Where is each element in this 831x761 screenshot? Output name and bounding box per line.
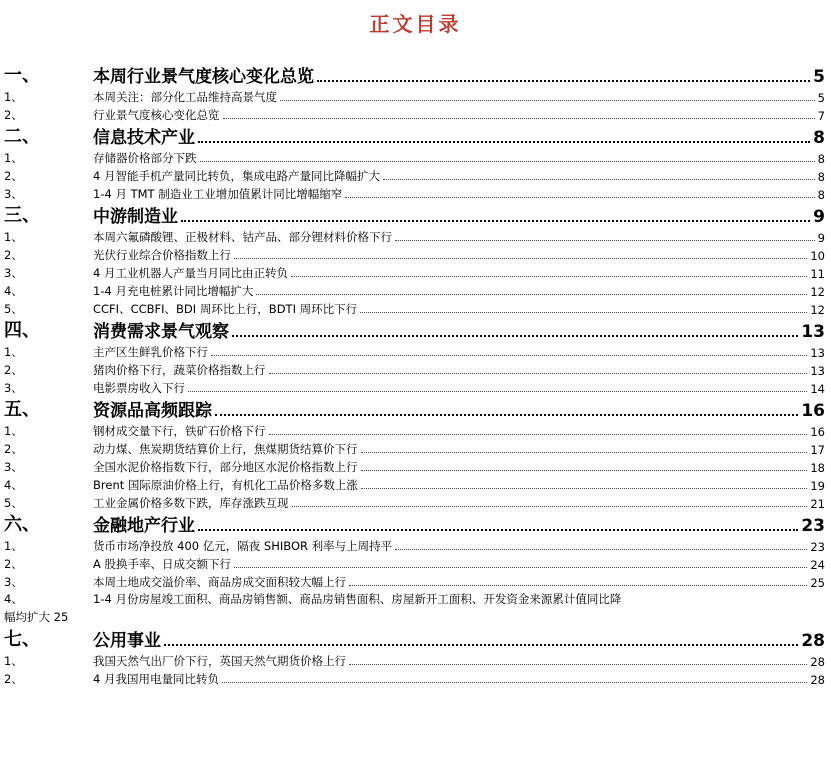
page-number: 23 — [801, 516, 825, 536]
toc-title: 光伏行业综合价格指数上行 — [93, 248, 231, 262]
dot-leader — [360, 311, 807, 313]
page-number: 12 — [810, 285, 825, 299]
page-number: 14 — [810, 382, 825, 396]
toc-item[interactable] — [4, 263, 825, 281]
toc-item[interactable] — [4, 360, 825, 378]
dot-leader — [234, 566, 807, 568]
dot-leader — [215, 413, 798, 416]
dot-leader — [395, 548, 807, 550]
toc-section[interactable] — [4, 62, 825, 87]
toc-number: 1、 — [4, 654, 23, 668]
toc-number: 1、 — [4, 345, 23, 359]
toc-number: 1、 — [4, 539, 23, 553]
page-number: 8 — [813, 128, 825, 148]
toc-number: 5、 — [4, 496, 23, 510]
toc-item-wrapped[interactable] — [4, 590, 825, 626]
toc-number: 4、 — [4, 592, 23, 606]
dot-leader — [200, 160, 815, 162]
toc-item[interactable] — [4, 572, 825, 590]
page-number: 8 — [817, 152, 825, 166]
toc-item[interactable] — [4, 148, 825, 166]
page-number: 13 — [810, 364, 825, 378]
toc-number: 3、 — [4, 266, 23, 280]
toc-item[interactable] — [4, 227, 825, 245]
dot-leader — [198, 528, 798, 531]
page-number: 21 — [810, 497, 825, 511]
dot-leader — [349, 663, 807, 665]
page-number: 25 — [53, 610, 69, 624]
toc-title: Brent 国际原油价格上行，有机化工品价格多数上涨 — [93, 478, 358, 492]
toc-title: 我国天然气出厂价下行，英国天然气期货价格上行 — [93, 654, 346, 668]
toc-title: 本周土地成交溢价率、商品房成交面积较大幅上行 — [93, 575, 346, 589]
dot-leader — [181, 219, 810, 222]
dot-leader — [188, 390, 807, 392]
toc-item[interactable] — [4, 342, 825, 360]
page-number: 18 — [810, 461, 825, 475]
toc-title: 资源品高频跟踪 — [93, 401, 212, 421]
toc-number: 六、 — [4, 514, 40, 535]
dot-leader — [164, 643, 798, 646]
page-number: 11 — [810, 267, 825, 281]
toc-item[interactable] — [4, 669, 825, 687]
toc-title: 货币市场净投放 400 亿元，隔夜 SHIBOR 利率与上周持平 — [93, 539, 393, 553]
toc-item[interactable] — [4, 378, 825, 396]
toc-number: 七、 — [4, 629, 40, 650]
toc-item[interactable] — [4, 457, 825, 475]
page-number: 19 — [810, 479, 825, 493]
page-number: 10 — [810, 249, 825, 263]
toc-title: 猪肉价格下行，蔬菜价格指数上行 — [93, 363, 266, 377]
page-number: 25 — [810, 576, 825, 590]
toc-title: 存储器价格部分下跌 — [93, 151, 197, 165]
page-number: 8 — [817, 170, 825, 184]
toc-number: 2、 — [4, 442, 23, 456]
toc-item[interactable] — [4, 421, 825, 439]
toc-number: 1、 — [4, 151, 23, 165]
page-number: 16 — [810, 425, 825, 439]
toc-number: 2、 — [4, 363, 23, 377]
toc-title-line1: 1-4 月份房屋竣工面积、商品房销售额、商品房销售面积、房屋新开工面积、开发资金来源累计值同比降 — [93, 592, 622, 606]
dot-leader — [256, 293, 807, 295]
dot-leader — [361, 469, 808, 471]
toc-number: 一、 — [4, 65, 40, 86]
toc-title: 全国水泥价格指数下行，部分地区水泥价格指数上行 — [93, 460, 358, 474]
toc-number: 2、 — [4, 108, 23, 122]
page-number: 5 — [813, 67, 825, 87]
dot-leader — [349, 584, 807, 586]
dot-leader — [234, 257, 807, 259]
toc-title: 中游制造业 — [93, 207, 178, 227]
toc-title: 主产区生鲜乳价格下行 — [93, 345, 208, 359]
toc-number: 五、 — [4, 399, 40, 420]
dot-leader — [222, 681, 807, 683]
toc-title: 4 月工业机器人产量当月同比由正转负 — [93, 266, 288, 280]
page-number: 16 — [801, 401, 825, 421]
toc-title: 金融地产行业 — [93, 516, 195, 536]
toc-number: 3、 — [4, 381, 23, 395]
dot-leader — [317, 79, 810, 82]
toc-item[interactable] — [4, 536, 825, 554]
dot-leader — [232, 334, 798, 337]
page-number: 13 — [810, 346, 825, 360]
toc-title: 1-4 月 TMT 制造业工业增加值累计同比增幅缩窄 — [93, 187, 343, 201]
page-number: 28 — [810, 673, 825, 687]
page-number: 23 — [810, 540, 825, 554]
dot-leader — [291, 275, 807, 277]
toc-title: 信息技术产业 — [93, 128, 195, 148]
toc-section[interactable] — [4, 626, 825, 651]
page-number: 9 — [817, 231, 825, 245]
dot-leader — [269, 372, 808, 374]
dot-leader — [280, 99, 815, 101]
toc-section[interactable] — [4, 123, 825, 148]
dot-leader — [361, 451, 808, 453]
dot-leader — [292, 505, 808, 507]
toc-number: 二、 — [4, 126, 40, 147]
toc-section[interactable] — [4, 202, 825, 227]
page-number: 24 — [810, 558, 825, 572]
toc-title: 本周关注：部分化工品维持高景气度 — [93, 90, 277, 104]
toc-title-line2: 幅均扩大 — [4, 610, 50, 624]
toc-title: 钢材成交量下行，铁矿石价格下行 — [93, 424, 266, 438]
toc-item[interactable] — [4, 105, 825, 123]
table-of-contents — [4, 62, 825, 687]
toc-number: 4、 — [4, 478, 23, 492]
toc-title: 本周行业景气度核心变化总览 — [93, 67, 314, 87]
page-number: 28 — [801, 631, 825, 651]
toc-title: 1-4 月充电桩累计同比增幅扩大 — [93, 284, 254, 298]
dot-leader — [383, 178, 815, 180]
toc-number: 1、 — [4, 230, 23, 244]
toc-number: 3、 — [4, 575, 23, 589]
toc-number: 1、 — [4, 424, 23, 438]
toc-item[interactable] — [4, 87, 825, 105]
dot-leader — [345, 196, 814, 198]
toc-number: 3、 — [4, 460, 23, 474]
toc-item[interactable] — [4, 281, 825, 299]
toc-item[interactable] — [4, 166, 825, 184]
toc-item[interactable] — [4, 245, 825, 263]
toc-title: 行业景气度核心变化总览 — [93, 108, 220, 122]
dot-leader — [269, 433, 808, 435]
toc-number: 三、 — [4, 205, 40, 226]
dot-leader — [361, 487, 807, 489]
toc-number: 4、 — [4, 284, 23, 298]
toc-title: 消费需求景气观察 — [93, 322, 229, 342]
toc-number: 3、 — [4, 187, 23, 201]
toc-title: 4 月智能手机产量同比转负，集成电路产量同比降幅扩大 — [93, 169, 380, 183]
dot-leader — [211, 354, 807, 356]
toc-number: 2、 — [4, 248, 23, 262]
dot-leader — [223, 117, 815, 119]
page-number: 8 — [817, 188, 825, 202]
toc-title: 本周六氟磷酸锂、正极材料、钴产品、部分锂材料价格下行 — [93, 230, 392, 244]
toc-item[interactable] — [4, 184, 825, 202]
toc-item[interactable] — [4, 493, 825, 511]
toc-item[interactable] — [4, 651, 825, 669]
toc-number: 1、 — [4, 90, 23, 104]
toc-section[interactable] — [4, 317, 825, 342]
toc-title: 工业金属价格多数下跌，库存涨跌互现 — [93, 496, 289, 510]
toc-section[interactable] — [4, 511, 825, 536]
page-number: 28 — [810, 655, 825, 669]
toc-number: 2、 — [4, 557, 23, 571]
page-number: 17 — [810, 443, 825, 457]
toc-item[interactable] — [4, 475, 825, 493]
dot-leader — [395, 239, 815, 241]
toc-number: 四、 — [4, 320, 40, 341]
toc-section[interactable] — [4, 396, 825, 421]
dot-leader — [198, 140, 810, 143]
page-number: 13 — [801, 322, 825, 342]
page-number: 12 — [810, 303, 825, 317]
toc-item[interactable] — [4, 554, 825, 572]
toc-item[interactable] — [4, 439, 825, 457]
page-number: 5 — [817, 91, 825, 105]
toc-number: 2、 — [4, 169, 23, 183]
toc-title: 4 月我国用电量同比转负 — [93, 672, 219, 686]
toc-title: 动力煤、焦炭期货结算价上行，焦煤期货结算价下行 — [93, 442, 358, 456]
page-title: 正文目录 — [369, 12, 462, 36]
toc-number: 5、 — [4, 302, 23, 316]
page-number: 9 — [813, 207, 825, 227]
toc-title: 公用事业 — [93, 631, 161, 651]
toc-title: 电影票房收入下行 — [93, 381, 185, 395]
toc-title: A 股换手率、日成交额下行 — [93, 557, 232, 571]
toc-title: CCFI、CCBFI、BDI 周环比上行，BDTI 周环比下行 — [93, 302, 358, 316]
page-number: 7 — [817, 109, 825, 123]
toc-item[interactable] — [4, 299, 825, 317]
toc-number: 2、 — [4, 672, 23, 686]
